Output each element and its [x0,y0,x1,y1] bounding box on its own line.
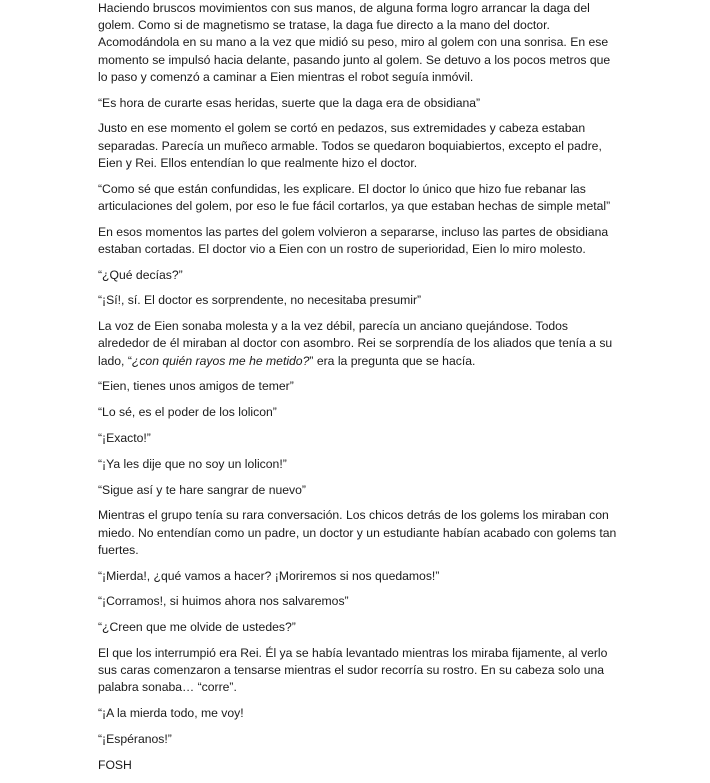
paragraph: “¡Sí!, sí. El doctor es sorprendente, no necesitaba presumir” [98,293,422,308]
paragraph: “¿Creen que me olvide de ustedes?” [98,620,296,635]
signature-text: FOSH [98,757,132,772]
paragraph: Mientras el grupo tenía su rara conversación. Los chicos detrás de los golems los miraban con miedo. No entendían como un padre, un doctor y un estudiante habían acabado con golems tan fuertes. [98,508,617,557]
paragraph: “¿Qué decías?” [98,267,183,282]
paragraph: Justo en ese momento el golem se cortó en pedazos, sus extremidades y cabeza estaban separadas. Parecía un muñeco armable. Todos se quedaron boquiabiertos, excepto el padre, Eien y Rei. Ellos entendían lo que realmente hizo el doctor. [98,121,602,170]
paragraph: “¡Corramos!, si huimos ahora nos salvaremos” [98,594,349,609]
paragraph: “Eien, tienes unos amigos de temer” [98,379,294,394]
paragraph: “Como sé que están confundidas, les explicare. El doctor lo único que hizo fue rebanar las articulaciones del golem, por eso le fue fácil cortarlos, ya que estaban hechas de simple metal” [98,181,611,213]
paragraph-voice [98,318,618,370]
voice-text-before: La voz de Eien sonaba molesta y a la vez débil, parecía un anciano quejándose. Todos alrededor de él miraban al doctor con asombro. Rei se sorprendía de los aliados que tenía a su lado, “ [98,319,613,368]
paragraph: “Es hora de curarte esas heridas, suerte que la daga era de obsidiana” [98,95,481,110]
paragraph: El que los interrumpió era Rei. Él ya se había levantado mientras los miraba fijamente, al verlo sus caras comenzaron a tensarse mientras el sudor recorría su rostro. En su cabeza solo una palabra sonaba… “corre”. [98,645,608,695]
paragraph: “¡Exacto!” [98,431,151,445]
voice-text-italic: ¿con quién rayos me he metido? [131,353,310,368]
paragraph: Haciendo bruscos movimientos con sus manos, de alguna forma logro arrancar la daga del golem. Como si de magnetismo se tratase, la daga fue directo a la mano del doctor. Acomodándola en su mano a la vez que midió su peso, miro al golem con una sonrisa. En ese momento se impulsó hacia delante, pasando junto al golem. Se detuvo a los pocos metros que lo paso y comenzó a caminar a Eien mientras el robot seguía inmóvil. [98,1,611,84]
paragraph: “¡Ya les dije que no soy un lolicon!” [98,456,287,471]
document-page [98,0,618,783]
paragraph: “Sigue así y te hare sangrar de nuevo” [98,482,306,497]
voice-text-after: ” era la pregunta que se hacía. [309,353,476,368]
paragraph: En esos momentos las partes del golem volvieron a separarse, incluso las partes de obsidiana estaban cortadas. El doctor vio a Eien con un rostro de superioridad, Eien lo miro molesto. [98,224,609,256]
paragraph: “¡Mierda!, ¿qué vamos a hacer? ¡Moriremos si nos quedamos!” [98,568,440,583]
paragraph: “¡A la mierda todo, me voy! [98,706,244,721]
paragraph: “Lo sé, es el poder de los lolicon” [98,405,277,420]
paragraph: “¡Espéranos!” [98,731,172,746]
